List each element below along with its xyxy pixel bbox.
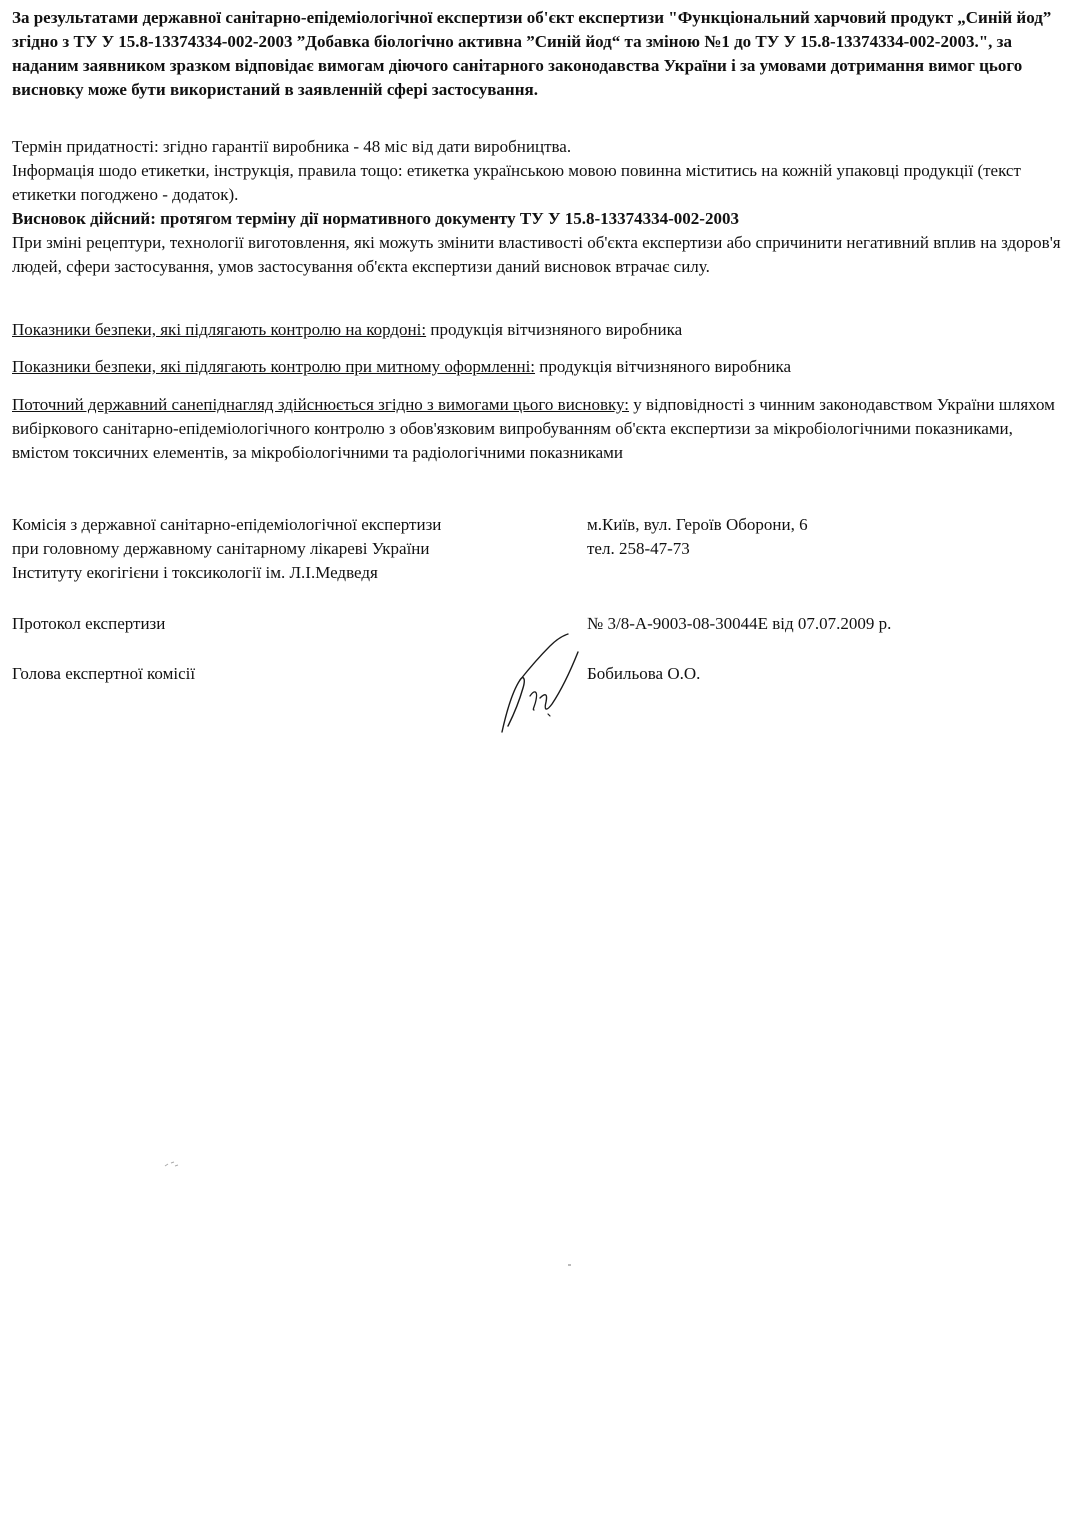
conclusion-intro: За результатами державної санітарно-епідеміологічної експертизи об'єкт експертизи "Функціональний харчовий продукт „Синій йод” згідно з ТУ У 15.8-13374334-002-2003 ”Добавка біологічно активна ”Синій йод“ та зміною №1 до ТУ У 15.8-13374334-002-2003.", за наданим заявником зразком відповідає вимогам діючого санітарного законодавства України і за умовами дотримання вимог цього висновку може бути використаний в заявленній сфері застосування. (12, 8, 1052, 99)
border-control-row (12, 318, 1070, 342)
customs-control-label: Показники безпеки, які підлягають контролю при митному оформленні: (12, 357, 536, 376)
chair-label: Голова експертної комісії (12, 664, 196, 683)
signature-image (490, 628, 590, 738)
shelf-life: Термін придатності: згідно гарантії виробника - 48 міс від дати виробництва. (12, 137, 572, 156)
scan-speck (162, 1158, 182, 1170)
commission-line-1: Комісія з державної санітарно-епідеміологічної експертизи (12, 515, 442, 534)
border-control-value: продукція вітчизняного виробника (426, 320, 683, 339)
scan-dot (568, 1264, 571, 1266)
commission-line-2: при головному державному санітарному лікареві України (12, 539, 430, 558)
address-phone: тел. 258-47-73 (587, 539, 690, 558)
customs-control-row (12, 355, 1070, 379)
commission-block (12, 513, 572, 585)
label-info: Інформація шодо етикетки, інструкція, правила тощо: етикетка українською мовою повинна міститись на кожній упаковці продукції (текст етикетки погоджено - додаток). (12, 161, 1021, 204)
commission-line-3: Інституту екогігієни і токсикології ім. Л.І.Медведя (12, 563, 378, 582)
change-note: При зміні рецептури, технології виготовлення, які можуть змінити властивості об'єкта експертизи або спричинити негативний вплив на здоров'я людей, сфери застосування, умов застосування об'єкта експертизи даний висновок втрачає силу. (12, 233, 1061, 276)
supervision-label: Поточний державний санепіднагляд здійснюється згідно з вимогами цього висновку: (12, 395, 629, 414)
border-control-label: Показники безпеки, які підлягають контролю на кордоні: (12, 320, 427, 339)
protocol-label: Протокол експертизи (12, 614, 166, 633)
chair-name: Бобильова О.О. (587, 664, 701, 683)
address-block (587, 513, 1057, 561)
customs-control-value: продукція вітчизняного виробника (535, 357, 792, 376)
conditions-block (12, 135, 1070, 279)
validity-statement: Висновок дійсний: протягом терміну дії нормативного документу ТУ У 15.8-13374334-002-2003 (12, 209, 739, 228)
address-line-1: м.Київ, вул. Героїв Оборони, 6 (587, 515, 808, 534)
supervision-value: у відповідності з чинним законодавством України шляхом вибіркового санітарно-епідеміологічного контролю з обов'язковим випробуванням об'єкта експертизи за мікробіологічними показниками, вмістом токсичних елементів, за мікробіологічними та радіологічними показниками (12, 395, 1055, 462)
supervision-row (12, 393, 1070, 465)
protocol-number: № 3/8-А-9003-08-30044Е від 07.07.2009 р. (587, 614, 892, 633)
